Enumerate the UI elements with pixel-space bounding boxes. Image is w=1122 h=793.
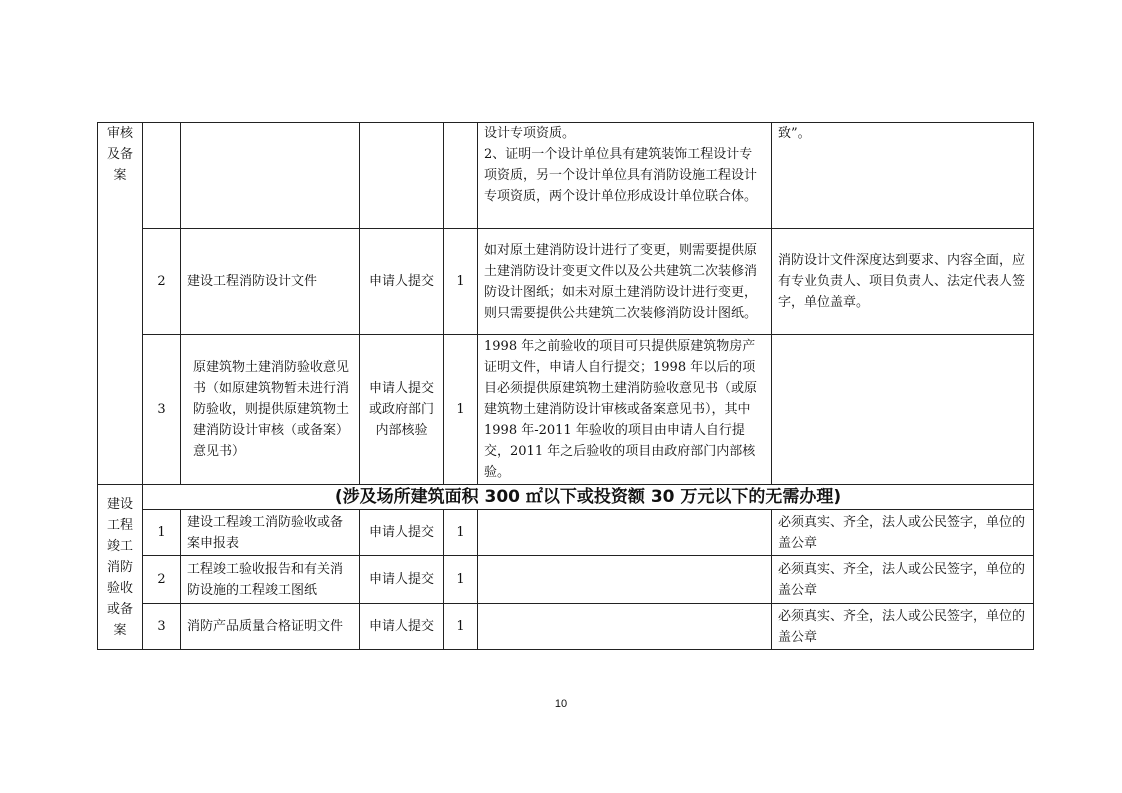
name-cell: 建设工程竣工消防验收或备案申报表 bbox=[181, 510, 360, 556]
count-cell: 1 bbox=[444, 335, 478, 485]
name-cell: 原建筑物土建消防验收意见书（如原建筑物暂未进行消防验收，则提供原建筑物土建消防设计审核（或备案）意见书） bbox=[181, 335, 360, 485]
requirement-cell: 必须真实、齐全，法人或公民签字，单位的盖公章 bbox=[772, 510, 1034, 556]
count-cell bbox=[444, 123, 478, 229]
table-row bbox=[98, 556, 1034, 604]
table-row bbox=[98, 510, 1034, 556]
source-cell bbox=[360, 123, 444, 229]
no-cell: 2 bbox=[143, 556, 181, 604]
requirement-cell: 消防设计文件深度达到要求、内容全面，应有专业负责人、项目负责人、法定代表人签字，单位盖章。 bbox=[772, 229, 1034, 335]
section-review-label: 审核及备案 bbox=[98, 123, 143, 485]
source-cell: 申请人提交 bbox=[360, 229, 444, 335]
no-cell: 1 bbox=[143, 510, 181, 556]
name-cell: 消防产品质量合格证明文件 bbox=[181, 604, 360, 650]
table-row bbox=[98, 485, 1034, 510]
description-cell bbox=[478, 556, 772, 604]
requirement-cell bbox=[772, 335, 1034, 485]
name-cell: 建设工程消防设计文件 bbox=[181, 229, 360, 335]
count-cell: 1 bbox=[444, 510, 478, 556]
description-cell bbox=[478, 123, 772, 229]
source-cell: 申请人提交或政府部门内部核验 bbox=[360, 335, 444, 485]
banner-note: (涉及场所建筑面积 300 ㎡以下或投资额 30 万元以下的无需办理) bbox=[143, 485, 1034, 510]
table-row bbox=[98, 123, 1034, 229]
page-number: 10 bbox=[554, 698, 568, 710]
table-row bbox=[98, 335, 1034, 485]
count-cell: 1 bbox=[444, 556, 478, 604]
requirement-cell: 致”。 bbox=[772, 123, 1034, 229]
table-row bbox=[98, 604, 1034, 650]
name-cell bbox=[181, 123, 360, 229]
description-cell bbox=[478, 510, 772, 556]
source-cell: 申请人提交 bbox=[360, 510, 444, 556]
no-cell: 3 bbox=[143, 604, 181, 650]
description-text: 设计专项资质。 2、证明一个设计单位具有建筑装饰工程设计专项资质，另一个设计单位具有消防设施工程设计专项资质，两个设计单位形成设计单位联合体。 bbox=[484, 126, 758, 204]
no-cell bbox=[143, 123, 181, 229]
source-cell: 申请人提交 bbox=[360, 556, 444, 604]
name-cell: 工程竣工验收报告和有关消防设施的工程竣工图纸 bbox=[181, 556, 360, 604]
requirement-cell: 必须真实、齐全，法人或公民签字，单位的盖公章 bbox=[772, 604, 1034, 650]
no-cell: 2 bbox=[143, 229, 181, 335]
count-cell: 1 bbox=[444, 229, 478, 335]
description-cell: 1998 年之前验收的项目可只提供原建筑物房产证明文件，申请人自行提交；1998 年以后的项目必须提供原建筑物土建消防验收意见书（或原建筑物土建消防设计审核或备案意见书），其中 1998 年-2011 年验收的项目由申请人自行提交，2011 年之后验收的项目由政府部门内部核验。 bbox=[478, 335, 772, 485]
no-cell: 3 bbox=[143, 335, 181, 485]
description-cell: 如对原土建消防设计进行了变更，则需要提供原土建消防设计变更文件以及公共建筑二次装修消防设计图纸；如未对原土建消防设计进行变更，则只需要提供公共建筑二次装修消防设计图纸。 bbox=[478, 229, 772, 335]
requirement-cell: 必须真实、齐全，法人或公民签字，单位的盖公章 bbox=[772, 556, 1034, 604]
source-cell: 申请人提交 bbox=[360, 604, 444, 650]
table-row bbox=[98, 229, 1034, 335]
section-completion-label: 建设工程竣工消防验收或备案 bbox=[98, 485, 143, 650]
count-cell: 1 bbox=[444, 604, 478, 650]
materials-table bbox=[97, 122, 1034, 650]
description-cell bbox=[478, 604, 772, 650]
